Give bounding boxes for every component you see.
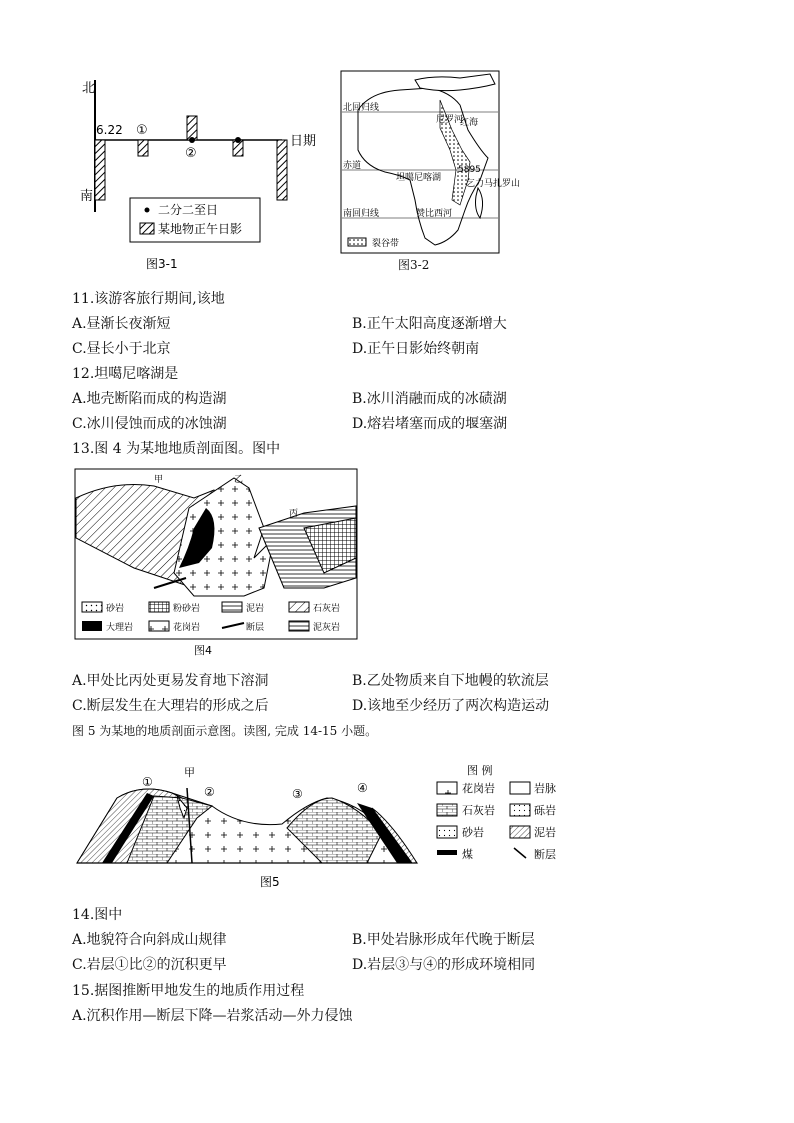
q15-stem: 15.据图推断甲地发生的地质作用过程 bbox=[72, 983, 305, 999]
legend-limestone-swatch bbox=[289, 602, 309, 612]
legend-mudstone-swatch bbox=[222, 602, 242, 612]
legend-dot bbox=[145, 208, 150, 213]
label-yi: 乙 bbox=[234, 475, 244, 485]
label-bing: 丙 bbox=[289, 509, 299, 519]
caption-4: 图4 bbox=[194, 644, 212, 657]
q13-stem: 13.图 4 为某地地质剖面图。图中 bbox=[72, 441, 281, 457]
shadow-6-22 bbox=[95, 140, 105, 200]
q14-stem: 14.图中 bbox=[72, 907, 123, 923]
legend-sandstone-swatch bbox=[437, 826, 457, 838]
figure-4 bbox=[74, 468, 358, 660]
south-label: 南 bbox=[80, 189, 94, 204]
q11-option-c[interactable]: C.昼长小于北京 bbox=[72, 341, 171, 357]
label-jia: 甲 bbox=[154, 475, 164, 485]
q13-option-b[interactable]: B.乙处物质来自下地幔的软流层 bbox=[352, 673, 549, 689]
q11-option-b[interactable]: B.正午太阳高度逐渐增大 bbox=[352, 316, 507, 332]
figure-3-2 bbox=[340, 70, 521, 272]
legend-conglomerate-swatch bbox=[510, 804, 530, 816]
q12-option-b[interactable]: B.冰川消融而成的冰碛湖 bbox=[352, 391, 507, 407]
legend-mudstone: 泥岩 bbox=[534, 826, 556, 839]
legend-marble-swatch bbox=[82, 621, 102, 631]
legend-granite-swatch bbox=[149, 621, 169, 631]
legend-fault-swatch bbox=[514, 848, 526, 858]
legend-limestone-swatch bbox=[437, 804, 457, 816]
nile-label: 尼罗河 bbox=[436, 115, 464, 125]
legend-siltstone-swatch bbox=[149, 602, 169, 612]
legend-mudstone-swatch bbox=[510, 826, 530, 838]
axis-date-label: 日期 bbox=[290, 134, 317, 149]
legend-siltstone: 粉砂岩 bbox=[173, 604, 201, 614]
tropic-north-label: 北回归线 bbox=[343, 103, 380, 113]
q14-option-a[interactable]: A.地貌符合向斜成山规律 bbox=[72, 932, 227, 948]
marker-2: ② bbox=[185, 146, 197, 161]
equator-label: 赤道 bbox=[343, 161, 362, 171]
legend-marble: 大理岩 bbox=[106, 623, 134, 633]
africa-rift-map bbox=[340, 70, 521, 270]
q12-option-c[interactable]: C.冰川侵蚀而成的冰蚀湖 bbox=[72, 416, 227, 432]
q12-option-d[interactable]: D.熔岩堵塞而成的堰塞湖 bbox=[352, 416, 508, 432]
legend-granite-swatch bbox=[437, 782, 457, 794]
legend-sandstone-swatch bbox=[82, 602, 102, 612]
tanganyika-label: 坦噶尼喀湖 bbox=[396, 173, 442, 183]
q11-stem: 11.该游客旅行期间,该地 bbox=[72, 291, 225, 307]
caption-5: 图5 bbox=[260, 875, 280, 889]
marker-1: ① bbox=[136, 123, 148, 138]
caption-3-1: 图3-1 bbox=[146, 257, 178, 271]
q13-option-c[interactable]: C.断层发生在大理岩的形成之后 bbox=[72, 698, 269, 714]
legend-mudstone: 泥岩 bbox=[246, 604, 265, 614]
legend-shadow-swatch bbox=[140, 223, 154, 234]
legend-dike-swatch bbox=[510, 782, 530, 794]
legend-shadow-label: 某地物正午日影 bbox=[158, 222, 243, 236]
legend-fault: 断层 bbox=[246, 623, 265, 633]
q12-option-a[interactable]: A.地壳断陷而成的构造湖 bbox=[72, 391, 227, 407]
shadow-4 bbox=[277, 140, 287, 200]
q11-option-d[interactable]: D.正午日影始终朝南 bbox=[352, 341, 480, 357]
legend-limestone: 石灰岩 bbox=[462, 804, 495, 817]
label-1: ① bbox=[142, 775, 153, 789]
red-sea-label: 红海 bbox=[460, 118, 479, 128]
geologic-section-5 bbox=[72, 758, 572, 898]
legend-marl-swatch bbox=[289, 621, 309, 631]
legend-sandstone: 砂岩 bbox=[462, 826, 484, 839]
label-3: ③ bbox=[292, 787, 303, 801]
solstice-dot bbox=[189, 137, 195, 143]
north-label: 北 bbox=[82, 81, 96, 96]
legend-granite: 花岗岩 bbox=[173, 623, 201, 633]
legend-title: 图 例 bbox=[467, 764, 493, 777]
q13-option-d[interactable]: D.该地至少经历了两次构造运动 bbox=[352, 698, 550, 714]
legend-fault: 断层 bbox=[534, 848, 556, 861]
date-label: 6.22 bbox=[96, 123, 123, 137]
shadow-diagram bbox=[70, 72, 330, 282]
q14-option-c[interactable]: C.岩层①比②的沉积更早 bbox=[72, 957, 227, 973]
legend-dike: 岩脉 bbox=[534, 782, 556, 795]
legend-conglomerate: 砾岩 bbox=[534, 804, 556, 817]
q11-option-a[interactable]: A.昼渐长夜渐短 bbox=[72, 316, 171, 332]
figure-3-1 bbox=[70, 72, 330, 282]
geologic-section-4 bbox=[74, 468, 358, 660]
tropic-south-label: 南回归线 bbox=[343, 209, 380, 219]
legend-granite: 花岗岩 bbox=[462, 782, 495, 795]
q13-option-a[interactable]: A.甲处比丙处更易发育地下溶洞 bbox=[72, 673, 269, 689]
label-4: ④ bbox=[357, 781, 368, 795]
legend-limestone: 石灰岩 bbox=[313, 604, 341, 614]
peak-label: 5895 bbox=[458, 165, 481, 175]
rift-legend-swatch bbox=[348, 238, 366, 246]
label-2: ② bbox=[204, 785, 215, 799]
q12-stem: 12.坦噶尼喀湖是 bbox=[72, 366, 179, 382]
label-jia-5: 甲 bbox=[184, 766, 195, 779]
zambezi-label: 赞比西河 bbox=[416, 209, 453, 219]
caption-3-2: 图3-2 bbox=[398, 258, 430, 272]
legend-sandstone: 砂岩 bbox=[106, 604, 125, 614]
shadow-2 bbox=[187, 116, 197, 140]
kilimanjaro-label: 乞力马扎罗山 bbox=[466, 179, 521, 189]
figure-5 bbox=[72, 758, 572, 898]
legend-coal: 煤 bbox=[462, 848, 473, 861]
q15-option-a[interactable]: A.沉积作用—断层下降—岩浆活动—外力侵蚀 bbox=[72, 1008, 353, 1024]
legend-dot-label: 二分二至日 bbox=[158, 203, 219, 217]
rift-legend-label: 裂谷带 bbox=[372, 239, 400, 249]
intro-14-15: 图 5 为某地的地质剖面示意图。读图, 完成 14-15 小题。 bbox=[72, 724, 378, 738]
legend-coal-swatch bbox=[437, 850, 457, 855]
q14-option-b[interactable]: B.甲处岩脉形成年代晚于断层 bbox=[352, 932, 535, 948]
solstice-dot bbox=[235, 137, 241, 143]
legend-marl: 泥灰岩 bbox=[313, 623, 341, 633]
q14-option-d[interactable]: D.岩层③与④的形成环境相同 bbox=[352, 957, 536, 973]
shadow-1 bbox=[138, 140, 148, 156]
